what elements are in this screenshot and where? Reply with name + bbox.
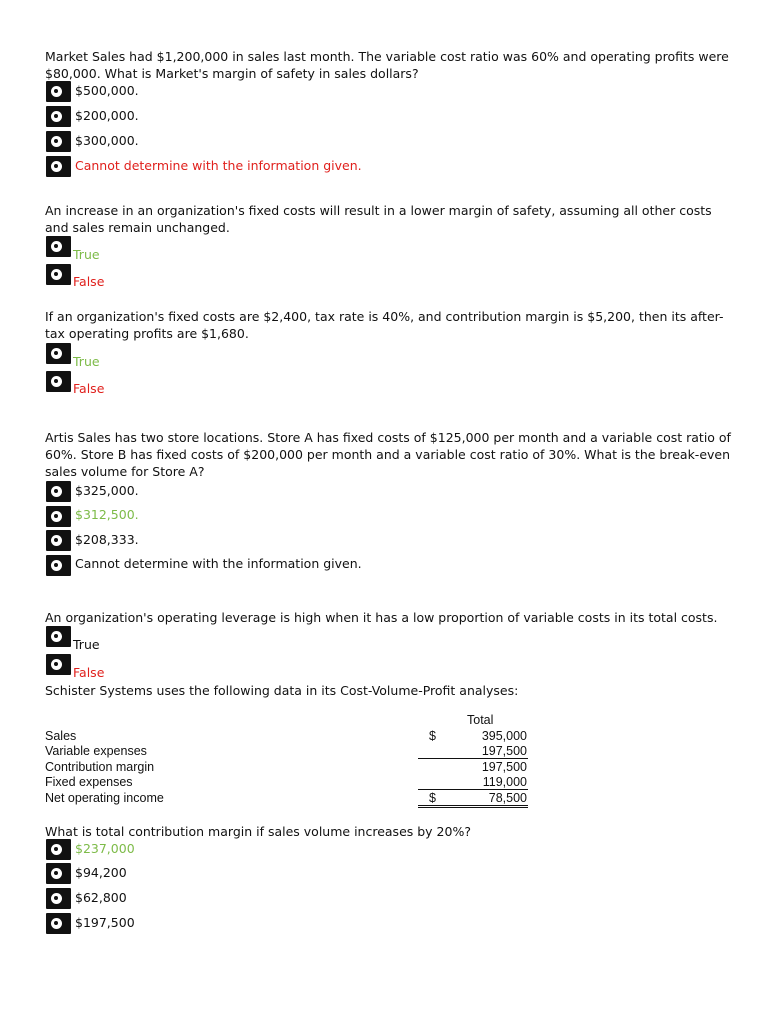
radio-q6-opt4[interactable] — [46, 913, 71, 934]
radio-icon — [51, 348, 62, 359]
radio-icon — [51, 376, 62, 387]
option-label: $300,000. — [75, 133, 139, 148]
table-currency: $ — [429, 791, 436, 805]
radio-icon — [51, 86, 62, 97]
radio-q4-opt3[interactable] — [46, 530, 71, 551]
radio-icon — [51, 560, 62, 571]
radio-icon — [51, 893, 62, 904]
radio-icon — [51, 241, 62, 252]
table-header-total: Total — [467, 713, 494, 727]
table-value: 197,500 — [481, 760, 527, 774]
option-label: $237,000 — [75, 841, 135, 856]
radio-q6-opt3[interactable] — [46, 888, 71, 909]
option-label: $197,500 — [75, 915, 135, 930]
table-value: 197,500 — [481, 744, 527, 758]
option-label: $500,000. — [75, 83, 139, 98]
table-row-label: Contribution margin — [45, 760, 155, 774]
radio-q5-false[interactable] — [46, 654, 71, 675]
option-label: True — [73, 354, 100, 369]
table-row-label: Variable expenses — [45, 744, 147, 758]
radio-icon — [51, 511, 62, 522]
question-5-text: An organization's operating leverage is high when it has a low proportion of variable costs in its total costs. — [45, 610, 718, 625]
radio-icon — [51, 659, 62, 670]
table-value: 119,000 — [482, 775, 527, 789]
radio-q2-true[interactable] — [46, 236, 71, 257]
option-label: $94,200 — [75, 865, 127, 880]
option-label: $312,500. — [75, 507, 139, 522]
radio-icon — [51, 868, 62, 879]
radio-q1-opt1[interactable] — [46, 81, 71, 102]
radio-q4-opt4[interactable] — [46, 555, 71, 576]
radio-q4-opt1[interactable] — [46, 481, 71, 502]
option-label: False — [73, 665, 105, 680]
table-rule — [418, 807, 528, 808]
table-row-label: Net operating income — [45, 791, 164, 805]
radio-icon — [51, 486, 62, 497]
table-row-label: Sales — [45, 729, 77, 743]
option-label: True — [73, 637, 100, 652]
radio-q4-opt2[interactable] — [46, 506, 71, 527]
question-1-text: Market Sales had $1,200,000 in sales last month. The variable cost ratio was 60% and operating profits were $80,000. What is Market's margin of safety in sales dollars? — [45, 49, 729, 81]
question-3-text: If an organization's fixed costs are $2,400, tax rate is 40%, and contribution margin is $5,200, then its after-tax operating profits are $1,680. — [45, 309, 724, 341]
option-label: Cannot determine with the information given. — [75, 158, 362, 173]
radio-q2-false[interactable] — [46, 264, 71, 285]
option-label: $325,000. — [75, 483, 139, 498]
radio-icon — [51, 535, 62, 546]
radio-q1-opt3[interactable] — [46, 131, 71, 152]
radio-icon — [51, 161, 62, 172]
radio-icon — [51, 844, 62, 855]
table-currency: $ — [429, 729, 436, 743]
radio-q1-opt4[interactable] — [46, 156, 71, 177]
table-rule — [418, 789, 528, 790]
question-4-text: Artis Sales has two store locations. Store A has fixed costs of $125,000 per month and a variable cost ratio of 60%. Store B has fixed costs of $200,000 per month and a variable cost ratio of 30%. What is the break-even sales volume for Store A? — [45, 430, 731, 479]
table-value: 395,000 — [481, 729, 527, 743]
option-label: $200,000. — [75, 108, 139, 123]
radio-icon — [51, 136, 62, 147]
radio-q3-false[interactable] — [46, 371, 71, 392]
radio-icon — [51, 111, 62, 122]
table-rule — [418, 805, 528, 806]
radio-icon — [51, 918, 62, 929]
option-label: Cannot determine with the information given. — [75, 556, 362, 571]
radio-q5-true[interactable] — [46, 626, 71, 647]
table-row-label: Fixed expenses — [45, 775, 133, 789]
question-6-text: What is total contribution margin if sales volume increases by 20%? — [45, 824, 471, 839]
radio-q6-opt2[interactable] — [46, 863, 71, 884]
radio-q6-opt1[interactable] — [46, 839, 71, 860]
option-label: $62,800 — [75, 890, 127, 905]
option-label: $208,333. — [75, 532, 139, 547]
question-2-text: An increase in an organization's fixed costs will result in a lower margin of safety, assuming all other costs and sales remain unchanged. — [45, 203, 712, 235]
radio-icon — [51, 269, 62, 280]
radio-q3-true[interactable] — [46, 343, 71, 364]
radio-icon — [51, 631, 62, 642]
option-label: True — [73, 247, 100, 262]
option-label: False — [73, 274, 105, 289]
question-6-intro: Schister Systems uses the following data in its Cost-Volume-Profit analyses: — [45, 683, 519, 698]
table-value: 78,500 — [488, 791, 527, 805]
radio-q1-opt2[interactable] — [46, 106, 71, 127]
table-rule — [418, 758, 528, 759]
option-label: False — [73, 381, 105, 396]
